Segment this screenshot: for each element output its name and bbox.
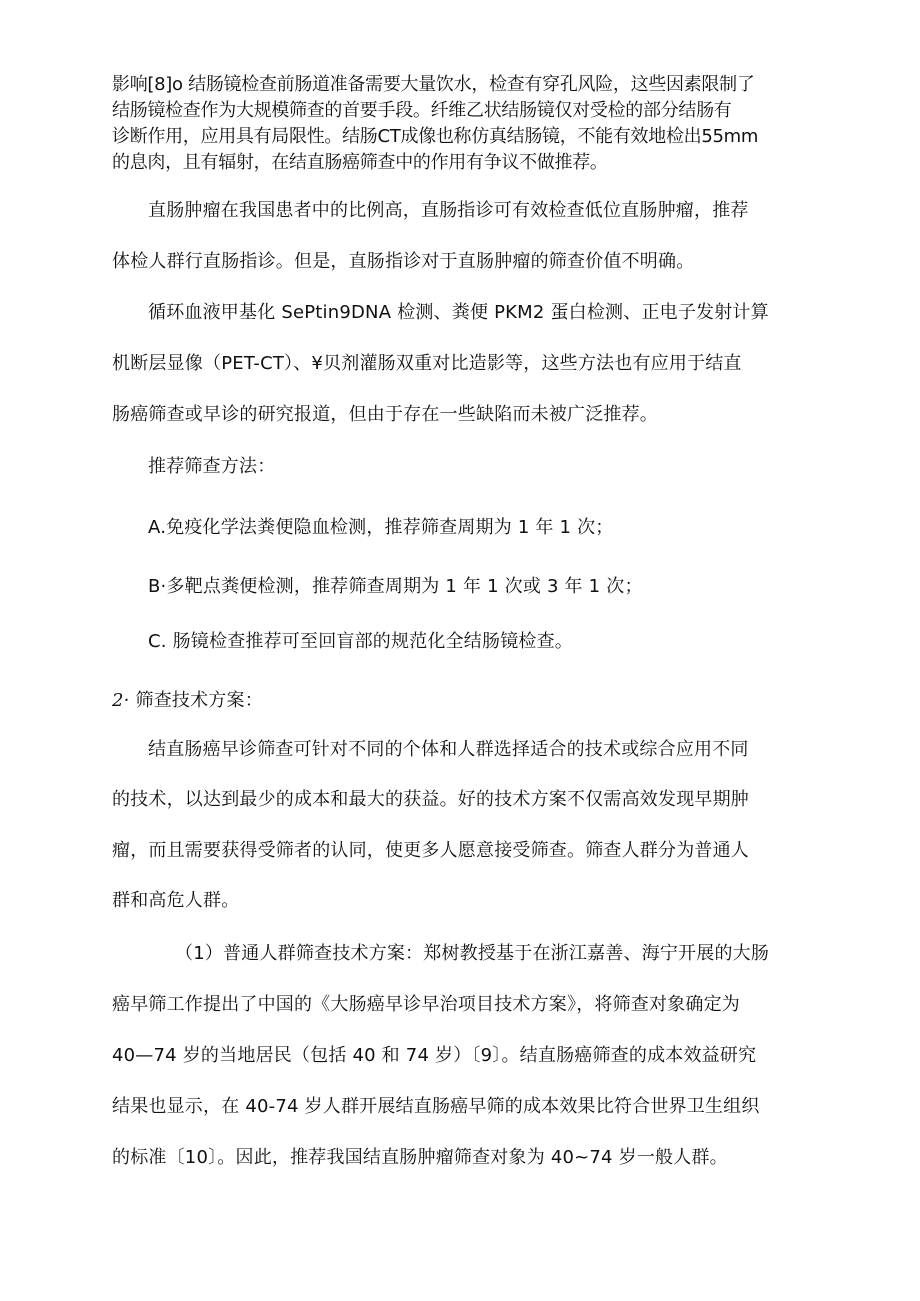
section-2-number: 2·: [112, 690, 130, 711]
recommend-item-a: A.免疫化学法粪便隐血检测，推荐筛查周期为 1 年 1 次；: [148, 517, 614, 538]
other-methods-line-1: 循环血液甲基化 SePtin9DNA 检测、粪便 PKM2 蛋白检测、正电子发射计算: [148, 302, 769, 323]
plan-line-1: 结直肠癌早诊筛查可针对不同的个体和人群选择适合的技术或综合应用不同: [148, 739, 749, 760]
rectal-line-1: 直肠肿瘤在我国患者中的比例高，直肠指诊可有效检查低位直肠肿瘤，推荐: [148, 200, 749, 221]
intro-line-3: 诊断作用，应用具有局限性。结肠CT成像也称仿真结肠镜，不能有效地检出55mm: [112, 126, 759, 147]
recommend-item-c: C. 肠镜检查推荐可至回盲部的规范化全结肠镜检查。: [148, 631, 574, 652]
plan-line-4: 群和高危人群。: [112, 890, 240, 911]
other-methods-line-2: 机断层显像（PET-CT）、¥贝剂灌肠双重对比造影等，这些方法也有应用于结直: [112, 353, 742, 374]
plan-line-3: 瘤，而且需要获得受筛者的认同，使更多人愿意接受筛查。筛查人群分为普通人: [112, 840, 749, 861]
intro-line-1: 影响[8]o 结肠镜检查前肠道准备需要大量饮水，检查有穿孔风险，这些因素限制了: [112, 74, 755, 95]
general-line-3: 40—74 岁的当地居民（包括 40 和 74 岁）〔9〕。结直肠癌筛查的成本效益研究: [112, 1045, 757, 1066]
general-line-1: （1）普通人群筛查技术方案：郑树教授基于在浙江嘉善、海宁开展的大肠: [175, 943, 770, 964]
recommend-item-b: B·多靶点粪便检测，推荐筛查周期为 1 年 1 次或 3 年 1 次；: [148, 576, 643, 597]
section-2-heading: [112, 689, 812, 713]
intro-line-2: 结肠镜检查作为大规模筛查的首要手段。纤维乙状结肠镜仅对受检的部分结肠有: [112, 100, 732, 121]
section-2-title: 筛查技术方案：: [135, 690, 263, 711]
rectal-line-2: 体检人群行直肠指诊。但是，直肠指诊对于直肠肿瘤的筛查价值不明确。: [112, 251, 695, 272]
recommend-title: 推荐筛查方法：: [148, 456, 276, 477]
general-line-5: 的标准〔10〕。因此，推荐我国结直肠肿瘤筛查对象为 40~74 岁一般人群。: [112, 1147, 728, 1168]
plan-line-2: 的技术，以达到最少的成本和最大的获益。好的技术方案不仅需高效发现早期肿: [112, 789, 749, 810]
intro-line-4: 的息肉，且有辐射，在结直肠癌筛查中的作用有争议不做推荐。: [112, 152, 608, 173]
other-methods-line-3: 肠癌筛查或早诊的研究报道，但由于存在一些缺陷而未被广泛推荐。: [112, 404, 658, 425]
general-line-4: 结果也显示，在 40-74 岁人群开展结直肠癌早筛的成本效果比符合世界卫生组织: [112, 1096, 760, 1117]
general-line-2: 癌早筛工作提出了中国的《大肠癌早诊早治项目技术方案》，将筛查对象确定为: [112, 994, 740, 1015]
